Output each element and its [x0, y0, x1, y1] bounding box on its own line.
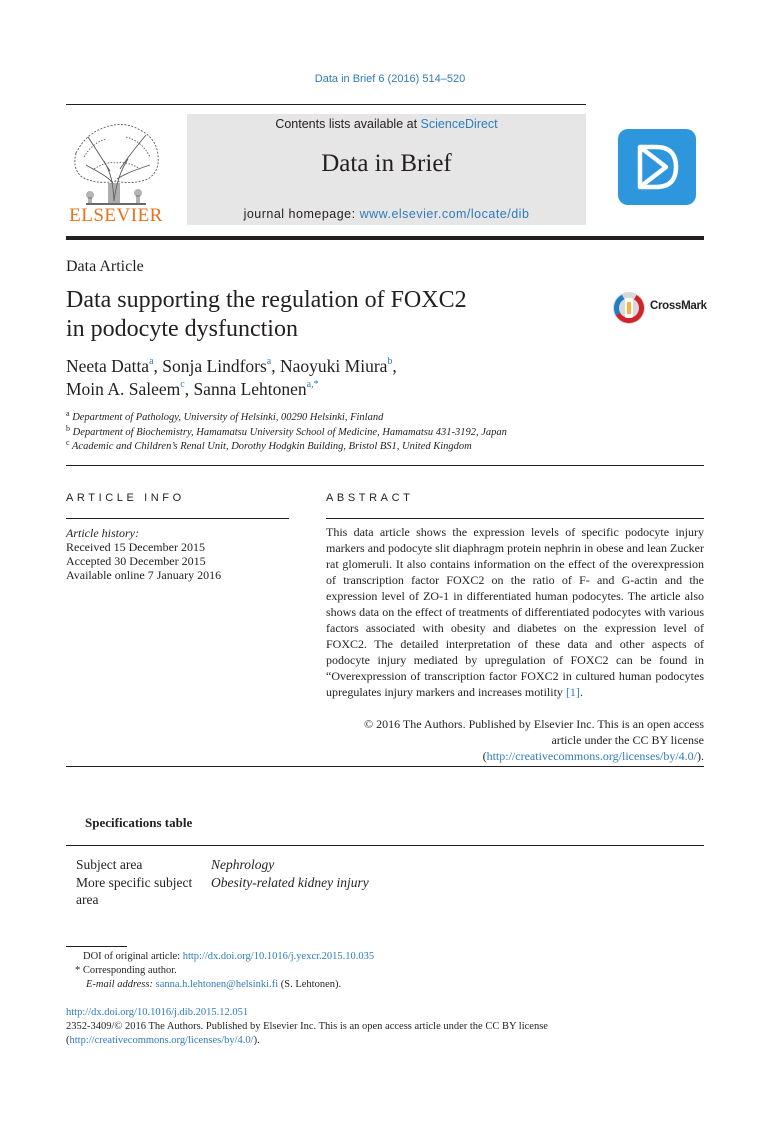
- homepage-prefix: journal homepage:: [243, 207, 356, 221]
- abstract-copyright: [326, 716, 704, 764]
- affiliation: [66, 438, 472, 452]
- spec-row-value: Nephrology: [211, 857, 275, 872]
- email-note: [86, 978, 341, 992]
- title-line-2: in podocyte dysfunction: [66, 316, 298, 342]
- publisher-wordmark: ELSEVIER: [69, 205, 163, 226]
- copyright-line-3: [326, 748, 704, 764]
- original-doi-link[interactable]: http://dx.doi.org/10.1016/j.yexcr.2015.10.035: [182, 951, 375, 962]
- section-divider: [66, 465, 704, 466]
- author-affiliation-link[interactable]: a: [266, 356, 272, 367]
- author-name: Sanna Lehtonen: [193, 379, 307, 399]
- email-link[interactable]: sanna.h.lehtonen@helsinki.fi: [155, 979, 279, 990]
- affiliation-text: Academic and Children’s Renal Unit, Dorothy Hodgkin Building, Bristol BS1, United Kingdom: [72, 441, 472, 452]
- spec-row-label: Subject area: [76, 857, 143, 872]
- article-history-label: Article history:: [66, 526, 139, 540]
- contents-prefix: Contents lists available at: [275, 117, 418, 131]
- corresponding-mark: *: [75, 965, 81, 976]
- author-separator: ,: [153, 356, 163, 376]
- footnote-divider: [66, 946, 127, 947]
- affiliation-text: Department of Biochemistry, Hamamatsu University School of Medicine, Hamamatsu 431-3192, Japan: [72, 427, 507, 438]
- top-divider: [66, 104, 586, 105]
- journal-homepage-line: [187, 207, 586, 221]
- dib-logo-icon: [618, 129, 696, 205]
- license-open: (: [482, 749, 487, 763]
- footer-license-line: [66, 1034, 260, 1048]
- author-affiliation-link[interactable]: a,*: [306, 379, 319, 390]
- email-label: E-mail address:: [86, 979, 153, 990]
- specifications-table-rule: [66, 845, 704, 846]
- author-name: Neeta Datta: [66, 356, 150, 376]
- abstract-end-divider: [66, 766, 704, 767]
- abstract-text: This data article shows the expression levels of specific podocyte injury markers and podocyte slit diaphragm protein nephrin in obese and lean Zucker rat glomeruli. It also contains information on the effect of the overexpression of transcription factor FOXC2 on the ratio of F- and G-actin and the expression level of ZO-1 in differentiated human podocytes. The article also shows data on the effect of treatments of differentiated podocytes with various factors associated with obesity and diabetes on the expression level of FOXC2. The detailed interpretation of these data and other aspects of podocyte injury mediated by upregulation of FOXC2 can be found in “Overexpression of transcription factor FOXC2 in cultured human podocytes upregulates injury markers and increases motility: [326, 525, 704, 699]
- contents-available-line: [187, 117, 586, 131]
- article-title: [66, 286, 586, 344]
- abstract-body: [326, 524, 704, 700]
- author-name: Naoyuki Miura: [280, 356, 388, 376]
- received-date: Received 15 December 2015: [66, 540, 205, 554]
- sciencedirect-link[interactable]: ScienceDirect: [420, 117, 498, 131]
- spec-row-label: More specific subject area: [76, 875, 193, 907]
- author-affiliation-link[interactable]: a: [149, 356, 154, 367]
- affiliation: [66, 409, 383, 423]
- affiliation: [66, 424, 507, 438]
- copyright-line-1: © 2016 The Authors. Published by Elsevier Inc. This is an open access: [364, 717, 704, 731]
- specifications-table-title: Specifications table: [85, 815, 193, 830]
- abstract-end: .: [579, 685, 583, 699]
- license-link[interactable]: http://creativecommons.org/licenses/by/4.0/: [486, 749, 697, 763]
- header-thick-divider: [66, 236, 704, 240]
- journal-reference[interactable]: Data in Brief 6 (2016) 514–520: [314, 73, 466, 85]
- authors-line-1: [66, 355, 397, 378]
- author-affiliation-link[interactable]: b: [387, 356, 393, 367]
- author-name: Moin A. Saleem: [66, 379, 181, 399]
- title-line-1: Data supporting the regulation of FOXC2: [66, 287, 467, 313]
- license-open: (: [66, 1035, 70, 1046]
- journal-title: Data in Brief: [321, 150, 452, 177]
- email-owner: (S. Lehtonen).: [280, 979, 342, 990]
- crossmark-label[interactable]: CrossMark: [650, 300, 707, 312]
- abstract-divider: [326, 518, 704, 519]
- authors-line-2: [66, 378, 319, 401]
- article-doi-link[interactable]: http://dx.doi.org/10.1016/j.dib.2015.12.051: [66, 1007, 249, 1018]
- article-info-divider: [66, 518, 289, 519]
- abstract-heading: ABSTRACT: [326, 492, 414, 504]
- reference-link[interactable]: [1]: [565, 685, 580, 699]
- homepage-link[interactable]: www.elsevier.com/locate/dib: [359, 207, 530, 221]
- author-affiliation-link[interactable]: c: [180, 379, 185, 390]
- accepted-date: Accepted 30 December 2015: [66, 554, 206, 568]
- affiliation-text: Department of Pathology, University of Helsinki, 00290 Helsinki, Finland: [72, 412, 384, 423]
- abstract-paragraph: [326, 524, 704, 700]
- affiliation-mark: c: [66, 438, 70, 447]
- corresponding-author-note: [75, 964, 177, 978]
- author-name: Sonja Lindfors: [162, 356, 267, 376]
- spec-row-value: Obesity-related kidney injury: [211, 875, 369, 890]
- affiliation-mark: a: [66, 409, 70, 418]
- affiliation-mark: b: [66, 424, 70, 433]
- original-article-doi: [83, 950, 374, 964]
- article-type: Data Article: [66, 258, 144, 275]
- license-close: ).: [253, 1035, 260, 1046]
- corresponding-text: Corresponding author.: [82, 965, 177, 976]
- copyright-line-2: article under the CC BY license: [551, 733, 704, 747]
- author-separator: ,: [271, 356, 280, 376]
- article-info-heading: ARTICLE INFO: [66, 492, 185, 504]
- author-separator: ,: [184, 379, 194, 399]
- footer-license-link[interactable]: http://creativecommons.org/licenses/by/4.0/: [69, 1035, 254, 1046]
- license-close: ).: [697, 749, 704, 763]
- issn-copyright-line: 2352-3409/© 2016 The Authors. Published by Elsevier Inc. This is an open access article under the CC BY license: [66, 1021, 548, 1032]
- data-in-brief-logo: [618, 129, 696, 205]
- doi-label: DOI of original article:: [83, 951, 181, 962]
- author-separator: ,: [392, 356, 397, 376]
- online-date: Available online 7 January 2016: [66, 568, 222, 582]
